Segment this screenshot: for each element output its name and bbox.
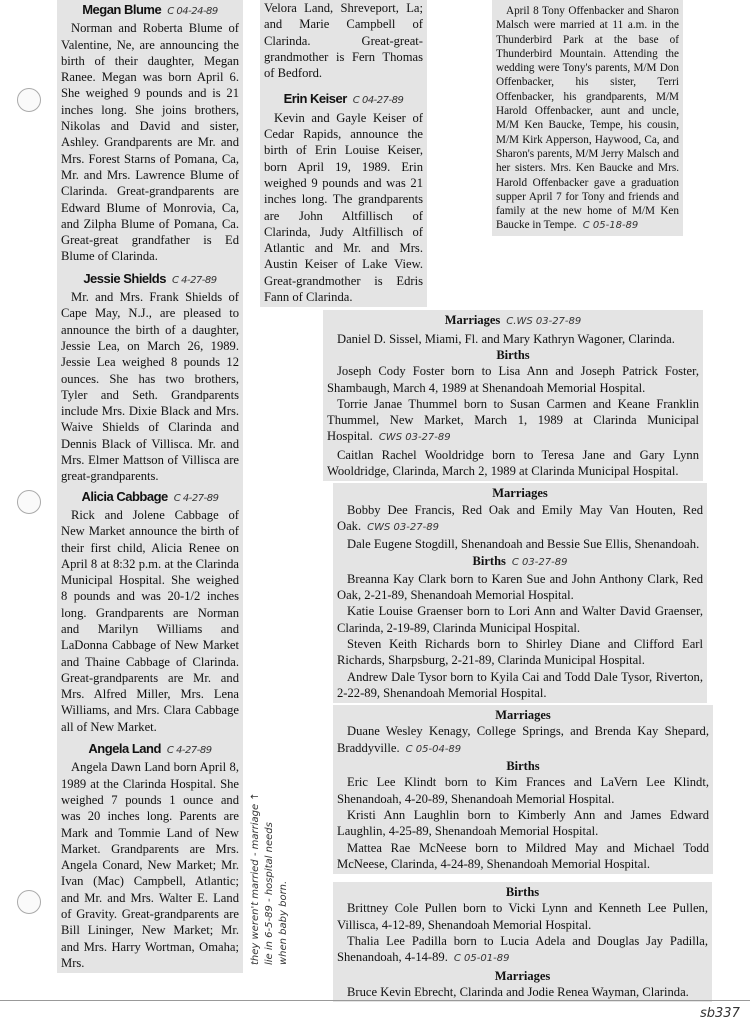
heading: Marriages	[492, 486, 548, 501]
heading: Births	[506, 759, 540, 774]
entry: Katie Louise Graenser born to Lori Ann and Walter David Graenser, Clarinda, 2-19-89, Clarinda Municipal Hospital.	[337, 604, 703, 635]
handwritten-note	[250, 725, 289, 965]
clipping-marriages-births-c	[333, 705, 713, 874]
entry: Kristi Ann Laughlin born to Kimberly Ann and James Edward Laughlin, 4-25-89, Shenandoah Memorial Hospital.	[337, 807, 709, 839]
punch-hole	[17, 890, 41, 914]
heading: Births C 03-27-89	[472, 553, 568, 568]
heading: Births	[496, 347, 530, 362]
heading: Alicia Cabbage C 4-27-89	[81, 488, 219, 504]
clipping-column-2	[260, 0, 427, 307]
entry: Breanna Kay Clark born to Karen Sue and John Anthony Clark, Red Oak, 2-21-89, Shenandoah Memorial Hospital.	[337, 571, 703, 603]
clipping-column-1	[57, 0, 243, 973]
heading: Marriages C.WS 03-27-89	[444, 313, 582, 328]
entry: Dale Eugene Stogdill, Shenandoah and Bessie Sue Ellis, Shenandoah.	[347, 537, 700, 552]
announcement: April 8 Tony Offenbacker and Sharon Malsch were married at 11 a.m. in the Thunderbird Park at the base of Thunderbird Mountain. Attending the wedding were Tony's parents, M/M Don Offenbacker, his sister, Terri Offenbacker, his grandparents, M/M Harold Offenbacker, aunt and uncle, M/M Ken Baucke, Tempe, his cousin, M/M Kirk Apperson, Haywood, Ca, and Sharon's parents, M/M Jerry Malsch and her sisters. Mrs. Ken Baucke and Mrs. Harold Offenbacker gave a graduation supper April 7 for Tony and friends and family at the new home of M/M Ken Baucke in Tempe. C 05-18-89	[496, 5, 679, 232]
entry: Caitlan Rachel Wooldridge born to Teresa Jane and Gary Lynn Wooldridge, Clarinda, March 2, 1989 at Clarinda Municipal Hospital.	[327, 447, 699, 479]
entry: Daniel D. Sissel, Miami, Fl. and Mary Kathryn Wagoner, Clarinda.	[337, 331, 675, 346]
heading: Marriages	[494, 968, 551, 983]
continued-text: Velora Land, Shreveport, La; and Marie Campbell of Clarinda. Great-great-grandmother is Fern Thomas of Bedford.	[264, 1, 423, 81]
entry: Brittney Cole Pullen born to Vicki Lynn and Kenneth Lee Pullen, Villisca, 4-12-89, Shenandoah Memorial Hospital.	[337, 901, 708, 932]
note-line: lie in 6-5-89 - hospital needs	[264, 822, 275, 965]
note-line: when baby born.	[278, 880, 289, 965]
clipping-marriages-births-b	[333, 483, 707, 703]
note-line: they weren't married - marriage ↑	[250, 792, 261, 965]
heading: Marriages	[495, 708, 551, 723]
punch-hole	[17, 88, 41, 112]
heading: Megan Blume C 04-24-89	[82, 2, 218, 17]
heading: Erin Keiser C 04-27-89	[283, 91, 404, 107]
heading: Angela Land C 4-27-89	[88, 741, 212, 757]
entry: Bobby Dee Francis, Red Oak and Emily May Van Houten, Red Oak. CWS 03-27-89	[337, 502, 703, 533]
entry: Andrew Dale Tysor born to Kyila Cai and Todd Dale Tysor, Riverton, 2-22-89, Shenandoah Memorial Hospital.	[337, 669, 703, 700]
clipping-births-marriages-d	[333, 882, 712, 1002]
entry: Duane Wesley Kenagy, College Springs, and Brenda Kay Shepard, Braddyville. C 05-04-89	[337, 724, 709, 755]
entry: Bruce Kevin Ebrecht, Clarinda and Jodie Renea Wayman, Clarinda.	[347, 984, 689, 999]
entry: Thalia Lee Padilla born to Lucia Adela and Douglas Jay Padilla, Shenandoah, 4-14-89. C 05-01-89	[337, 934, 708, 965]
announcement: Angela Dawn Land born April 8, 1989 at the Clarinda Hospital. She weighed 7 pounds 1 ounce and was 20 inches long. Parents are Mark and Tommie Land of New Market. Grandparents are Mrs. Angela Conard, New Market; Mr. Ivan (Mac) Campbell, Atlantic; and Mr. and Mrs. Walter E. Land of Gravity. Great-grandparents are Bill Lininger, New Market; Mr. and Mrs. Harry Wortman, Omaha; Mrs.	[61, 760, 239, 970]
top-row	[260, 0, 715, 307]
announcement: Norman and Roberta Blume of Valentine, Ne, are announcing the birth of their daughter, Megan Ranee. Megan was born April 6. She weighed 9 pounds and is 21 inches long. She joins brothers, Nikolas and David and sister, Ashley. Grandparents are Mr. and Mrs. Forest Starns of Pomana, Ca, Mr. and Mrs. Lawrence Blume of Clarinda. Great-grandparents are Edward Blume of Monrovia, Ca, and Zilpha Blume of Pomana, Ca. Great-great grandfather is Ed Blume of Clarinda.	[61, 21, 239, 264]
entry: Eric Lee Klindt born to Kim Frances and LaVern Lee Klindt, Shenandoah, 4-20-89, Shenandoah Memorial Hospital.	[337, 775, 709, 806]
entry: Mattea Rae McNeese born to Mildred May and Michael Todd McNeese, Clarinda, 4-24-89, Shenandoah Memorial Hospital.	[337, 840, 709, 871]
heading: Jessie Shields C 4-27-89	[83, 270, 217, 286]
announcement: Rick and Jolene Cabbage of New Market announce the birth of their first child, Alicia Renee on April 8 at 8:32 p.m. at the Clarinda Municipal Hospital. She weighed 8 pounds and was 20-1/2 inches long. Grandparents are Norman and Marilyn Williams and LaDonna Cabbage of New Market and Thaine Cabbage of Clarinda. Great-grandparents are Mr. and Mrs. Alfred Miller, Mrs. Lena Williams, and Mrs. Clara Cabbage all of New Market.	[61, 507, 239, 734]
entry: Steven Keith Richards born to Shirley Diane and Clifford Earl Richards, Sharpsburg, 2-21-89, Clarinda Municipal Hospital.	[337, 636, 703, 668]
clipping-wedding	[492, 0, 683, 236]
announcement: Kevin and Gayle Keiser of Cedar Rapids, announce the birth of Erin Louise Keiser, born April 19, 1989. Erin weighed 9 pounds and was 21 inches long. The grandparents are John Altfillisch of Clarinda, Judy Altfillisch of Atlantic and Mr. and Mrs. Austin Keiser of Lake View. Great-grandmother is Edris Fann of Clarinda.	[264, 110, 423, 305]
heading: Births	[505, 885, 540, 900]
page-edge	[0, 1000, 750, 1001]
entry: Torrie Janae Thummel born to Susan Carmen and Keane Franklin Thummel, New Market, March 1, 1989 at Clarinda Municipal Hospital. CWS 03-27-89	[327, 396, 699, 444]
entry: Joseph Cody Foster born to Lisa Ann and Joseph Patrick Foster, Shambaugh, March 4, 1989 at Shenandoah Memorial Hospital.	[327, 364, 699, 395]
right-area	[260, 0, 715, 1002]
announcement: Mr. and Mrs. Frank Shields of Cape May, N.J., are pleased to announce the birth of a daughter, Jessie Lea, on March 26, 1989. Jessie Lea weighed 8 pounds 12 ounces. She has two brothers, Tyler and Seth. Grandparents include Mrs. Dixie Black and Mrs. Waive Shields of Clarinda and Dennis Black of Villisca. Mr. and Mrs. Elmer Mattson of Villisca are great-grandparents.	[61, 290, 239, 484]
punch-hole	[17, 490, 41, 514]
clipping-marriages-births-a	[323, 310, 703, 481]
page-id: sb337	[700, 1006, 740, 1021]
